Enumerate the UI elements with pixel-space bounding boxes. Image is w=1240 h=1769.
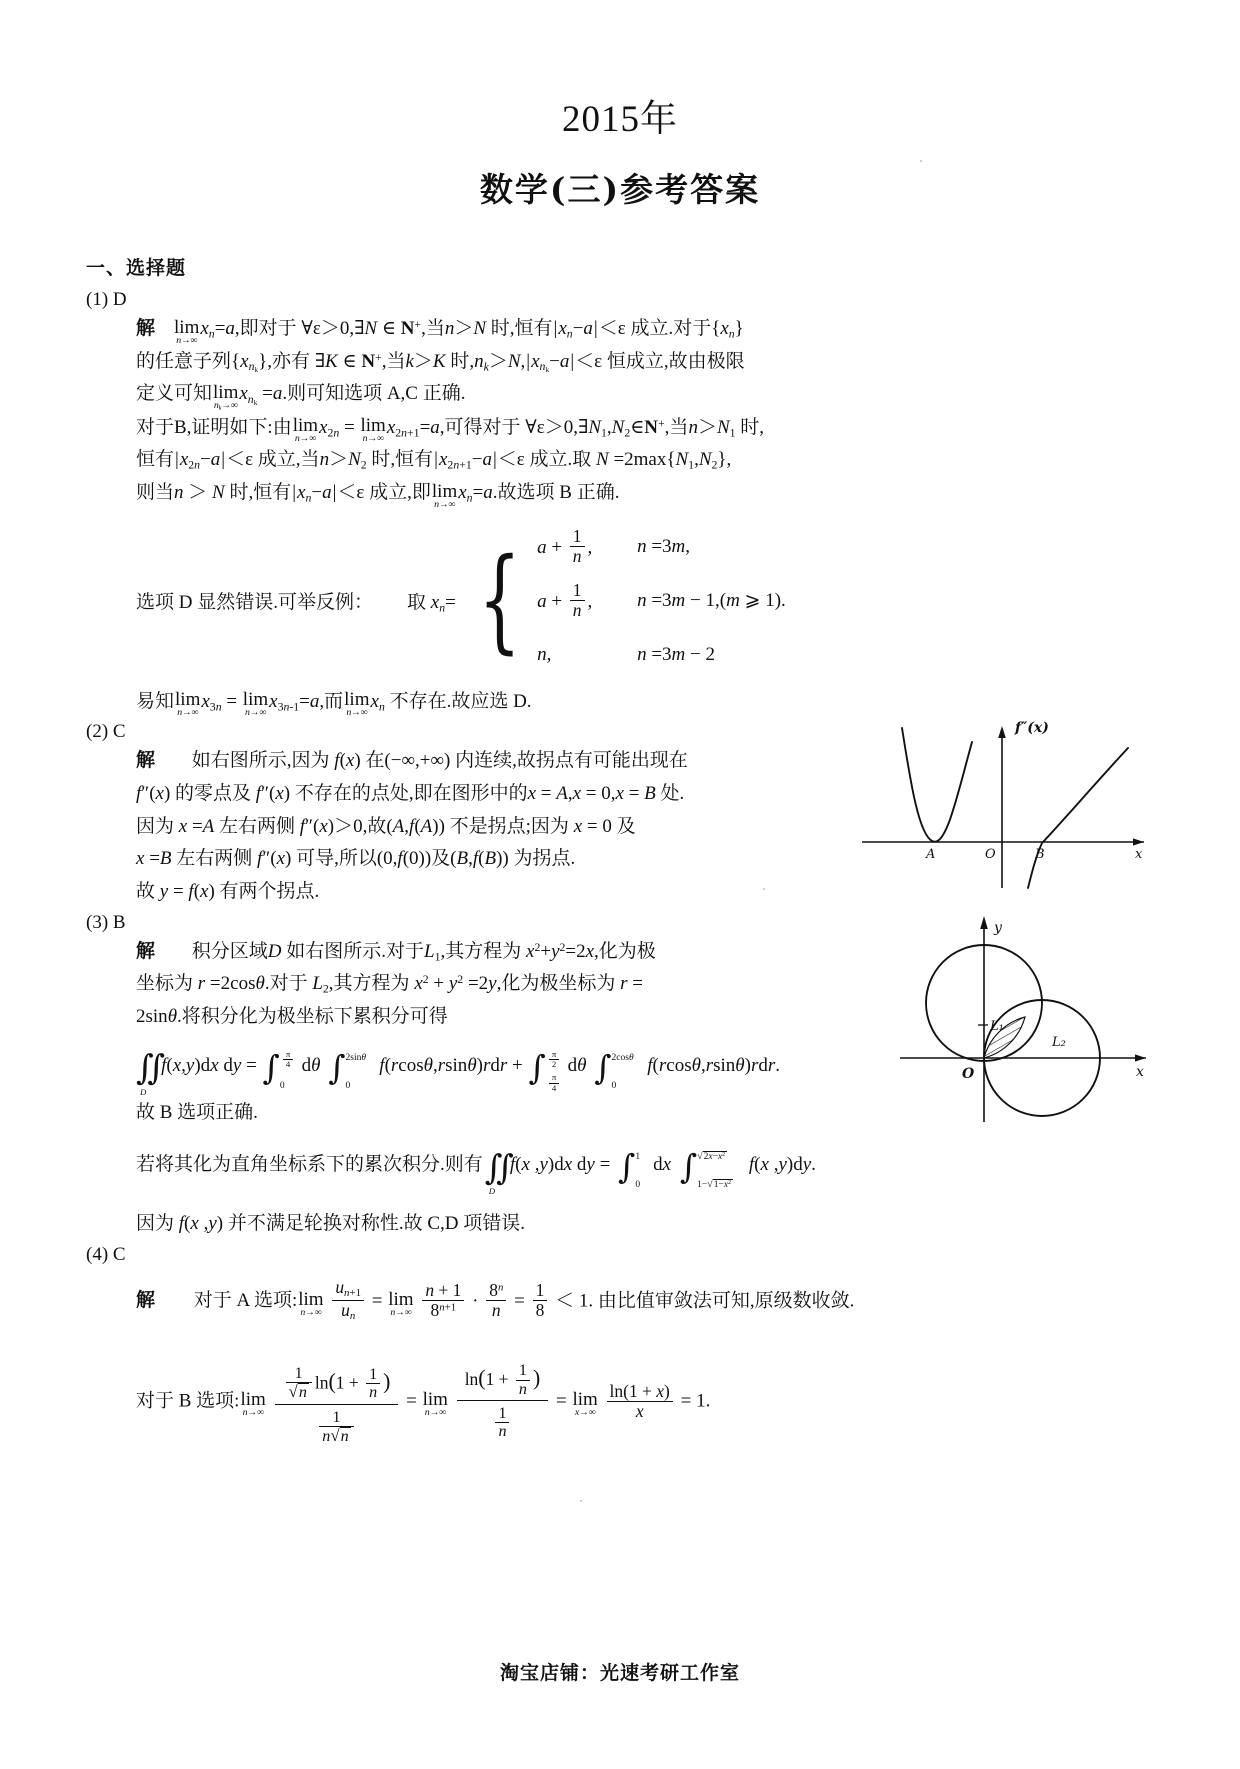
counterexample-take: 取 $x_n=$ <box>406 591 456 614</box>
page-footer: 淘宝店铺：光速考研工作室 <box>499 1663 740 1684</box>
origin-label: O <box>962 1066 975 1082</box>
x-axis-arrow <box>1133 838 1144 845</box>
question-1-solution-line-2: 的任意子列$\{x_{n_k}\}$,亦有 ∃K ∈ N+,当k＞K 时$,n_k>N,|x_{n_k}-a|<\varepsilon$ 恒成立,故由极限 <box>136 350 745 374</box>
case-expr: a + $\frac{1}{n}$ , <box>537 526 593 567</box>
question-3-answer: B <box>112 911 126 933</box>
case-cond: n =3m, <box>637 535 691 557</box>
cartesian-lead: 若将其化为直角坐标系下的累次积分.则有 <box>136 1154 483 1176</box>
left-brace: { <box>478 535 521 666</box>
question-2-solution-line-4: x =B 左右两侧 f″(x) 可导,所以(0,f(0))及(B,f(B)) 为拐点. <box>136 848 576 870</box>
case-row <box>537 628 786 682</box>
case-expr: n, <box>537 643 552 665</box>
question-1-solution-line-1: 解 lim n→∞ $x_n=a$,即对于 ∀ε＞0,∃N ∈ N+,当n＞N 时,恒有$|x_n-a|<\varepsilon$ 成立.对于$\{x_n\}$ <box>136 316 744 346</box>
page-title-year: 2015年 <box>562 99 678 140</box>
second-derivative-svg <box>852 700 1152 890</box>
counterexample-lead: 选项 D 显然错误.可举反例： <box>136 592 373 614</box>
x-axis-label: x <box>1135 847 1143 862</box>
figure-second-derivative <box>852 700 1152 890</box>
question-1-solution-line-5: 恒有$|x_{2n}-a|<\varepsilon$ 成立,当$n>N_2$ 时,恒有$|x_{2n+1}-a|<\varepsilon$ 成立.取 $N =2\max\{N_1,N_2\}$, <box>136 449 732 472</box>
section-heading: 一、选择题 <box>86 258 187 279</box>
question-3-solution-line-1: 解 积分区域D 如右图所示.对于$L_1$,其方程为 $x^2+y^2=2x$,化为极 <box>136 940 656 964</box>
question-3-number: (3) B <box>86 911 126 933</box>
question-3-closing: 因为 f(x ,y) 并不满足轮换对称性.故 C,D 项错误. <box>136 1213 525 1235</box>
y-axis-arrow <box>998 726 1006 738</box>
question-1-solution-line-4: 对于B,证明如下:由 lim n→∞ $x_{2n}$ = lim n→∞ $x_{2n+1}=a$,可得对于 $\forall\varepsilon>0,\exists N_1,N_2\in N^+$,当$n>N_1$ 时, <box>136 415 765 445</box>
question-4-answer: C <box>112 1243 126 1265</box>
solution-label: 解 <box>136 318 156 339</box>
page-title-main: 数学(三)参考答案 <box>479 170 761 209</box>
cases-rows <box>537 520 786 682</box>
scan-speck <box>580 1500 582 1502</box>
curve-label-l2: L₂ <box>1052 1035 1066 1050</box>
curve-label: f″(x) <box>1015 720 1049 736</box>
y-axis-label: y <box>994 920 1002 936</box>
question-2-answer: C <box>112 721 126 743</box>
x-axis-arrow <box>1135 1054 1146 1061</box>
question-2-solution-line-2: f″(x) 的零点及 f″(x) 不存在的点处,即在图形中的x = A,x = 0,x = B 处. <box>136 783 685 805</box>
solution-label: 解 <box>136 1290 156 1312</box>
case-row <box>537 574 786 628</box>
question-3-solution-line-3: 2sinθ.将积分化为极坐标下累积分可得 <box>136 1006 448 1028</box>
question-1-solution-line-3: 定义可知 lim $n_k\to\infty$ $x_{n_k} =a$.则可知选项 A,C 正确. <box>136 381 466 412</box>
case-row <box>537 520 786 574</box>
question-2-solution-line-3: 因为 x =A 左右两侧 f″(x)＞0,故(A,f(A)) 不是拐点;因为 x = 0 及 <box>136 815 636 837</box>
solution-label: 解 <box>136 940 156 962</box>
question-3-after-formula: 故 B 选项正确. <box>136 1101 258 1123</box>
question-1-number: (1) D <box>86 289 127 310</box>
question-4-option-b: 对于 B 选项: lim n→∞ $\frac{1}{√n}$ ln(1 + $\frac{1}{n}$ ) $\frac{1}{n√n}$ = lim n→∞ ln(1 + $\frac{1}{n}$ ) $\frac{1}{n}$ = lim x→∞ $\frac{\ln(1 + x)}{x}$ = 1. <box>136 1362 711 1446</box>
tick-label-b: B <box>1035 847 1045 862</box>
question-1-conclusion: 易知 lim n→∞ $x_{3n}$ = lim n→∞ $x_{3n-1}=a$,而 lim n→∞ $x_n$ 不存在.故应选 D. <box>136 689 532 719</box>
question-1-answer: D <box>112 289 127 310</box>
question-2-solution-line-1: 解 如右图所示,因为 f(x) 在(−∞,+∞) 内连续,故拐点有可能出现在 <box>136 750 688 772</box>
scan-speck <box>920 160 922 162</box>
curve-right-branch <box>1028 748 1128 888</box>
question-4-number: (4) C <box>86 1243 126 1265</box>
question-2-number: (2) C <box>86 721 126 743</box>
region-d-svg <box>880 898 1156 1128</box>
case-expr: a + $\frac{1}{n}$ , <box>537 580 593 621</box>
case-cond: n =3m − 1,(m ⩾ 1). <box>637 590 786 612</box>
curve-label-l1: L₁ <box>990 1019 1004 1034</box>
question-1-solution-line-6: 则当n ＞ N 时,恒有$|x_n-a|<\varepsilon$ 成立,即 lim n→∞ $x_n=a$.故选项 B 正确. <box>136 480 620 510</box>
case-cond: n =3m − 2 <box>637 643 715 665</box>
question-3-polar-formula: ∬ D f(x,y)dx dy = ∫ $\frac{\pi}{4}$ 0 dθ ∫ 2sinθ 0 f(rcosθ,rsinθ)rdr + ∫ $\frac{\pi}{2}$ $\frac{\pi}{4}$ dθ ∫ 2cosθ 0 f(rcosθ,rsinθ)rdr. <box>136 1047 781 1097</box>
x-axis-label: x <box>1136 1064 1144 1080</box>
question-4-option-a: 解 对于 A 选项: lim n→∞ $\frac{u_{n+1}}{u_n}$ = lim n→∞ $\frac{n + 1}{8^{n+1}}$ · $\frac{8^n}{n}$ = $\frac{1}{8}$ ＜ 1. 由比值审敛法可知,原级数收敛. <box>136 1276 855 1322</box>
y-axis-arrow <box>980 916 988 929</box>
question-2-solution-line-5: 故 y = f(x) 有两个拐点. <box>136 881 320 903</box>
question-3-solution-line-2: 坐标为 r =2cosθ.对于 $L_2$,其方程为 $x^2 + y^2 =2y$,化为极坐标为 r = <box>136 973 643 996</box>
solution-label: 解 <box>136 750 156 772</box>
question-3-cartesian-formula: 若将其化为直角坐标系下的累次积分.则有∬ D f(x ,y)dx dy = ∫ 1 0 dx ∫ $√2x-x^2$ $1-√1-x^2$ f(x ,y)dy. <box>136 1147 816 1197</box>
tick-label-a: A <box>926 847 936 862</box>
figure-region-d <box>880 898 1156 1128</box>
tick-label-o: O <box>985 847 996 862</box>
question-1-counterexample <box>86 520 1154 682</box>
curve-left-branch <box>902 728 972 842</box>
